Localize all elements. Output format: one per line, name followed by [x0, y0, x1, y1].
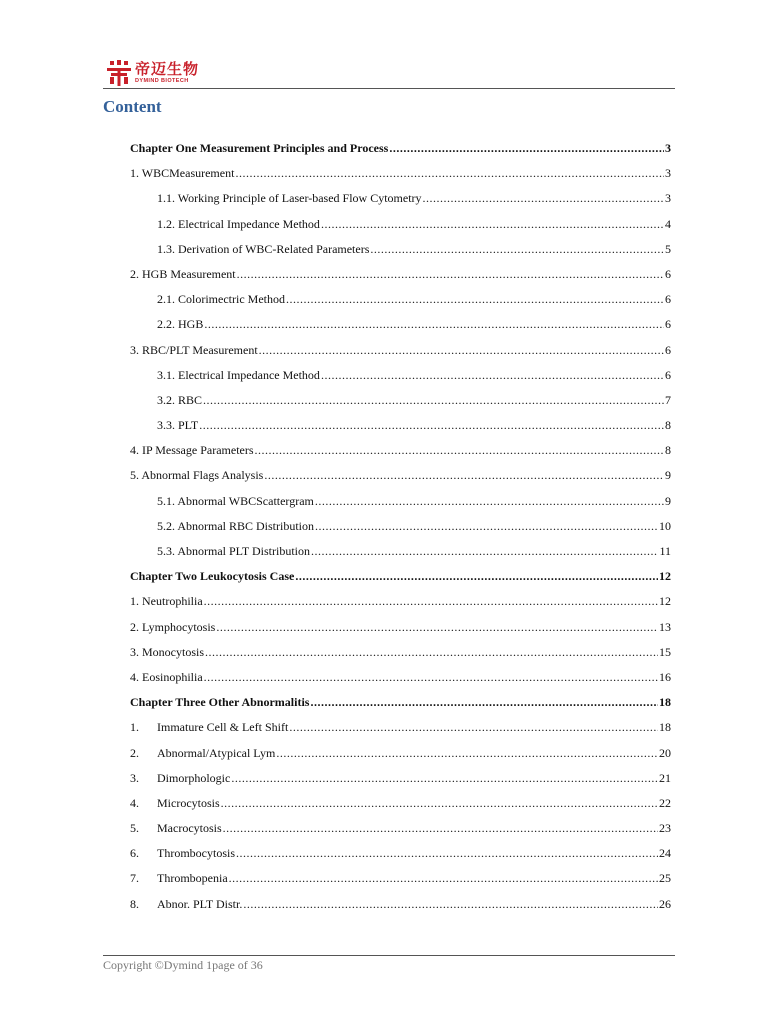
toc-entry[interactable]: [130, 871, 671, 896]
toc-entry[interactable]: [130, 217, 671, 242]
toc-dot-leader: [231, 771, 658, 786]
toc-dot-leader: [236, 846, 658, 861]
footer-copyright: Copyright ©Dymind 1page of 36: [103, 958, 263, 972]
toc-dot-leader: [204, 670, 658, 685]
toc-entry-title: 1.3. Derivation of WBC-Related Parameters: [157, 241, 370, 256]
toc-chapter-entry[interactable]: [130, 141, 671, 166]
toc-entry-title: 2. Lymphocytosis: [130, 619, 216, 634]
toc-page-number: 3: [665, 166, 671, 181]
toc-page-number: 25: [659, 871, 671, 886]
toc-page-number: 18: [659, 695, 671, 710]
toc-page-number: 21: [659, 770, 671, 785]
toc-page-number: 24: [659, 846, 671, 861]
toc-page-number: 12: [659, 594, 671, 609]
toc-entry[interactable]: [130, 771, 671, 796]
toc-dot-leader: [203, 393, 664, 408]
toc-page-number: 22: [659, 795, 671, 810]
toc-entry-number: 4.: [130, 795, 139, 810]
toc-page-number: 12: [659, 569, 671, 584]
toc-page-number: 6: [665, 342, 671, 357]
toc-page-number: 6: [665, 292, 671, 307]
toc-entry-title: 5.1. Abnormal WBCScattergram: [157, 493, 314, 508]
toc-dot-leader: [205, 645, 658, 660]
toc-page-number: 15: [659, 644, 671, 659]
toc-dot-leader: [289, 720, 658, 735]
toc-entry-title: Abnormal/Atypical Lym: [157, 745, 276, 760]
toc-entry[interactable]: [130, 468, 671, 493]
toc-dot-leader: [204, 317, 664, 332]
toc-page-number: 8: [665, 443, 671, 458]
toc-page-number: 16: [659, 669, 671, 684]
toc-entry-title: 3.2. RBC: [157, 392, 203, 407]
toc-dot-leader: [311, 544, 658, 559]
toc-dot-leader: [229, 871, 658, 886]
toc-entry[interactable]: [130, 594, 671, 619]
toc-entry-title: Chapter One Measurement Principles and Process: [130, 141, 389, 155]
toc-page-number: 13: [659, 619, 671, 634]
toc-entry-title: Macrocytosis: [157, 821, 222, 836]
toc-entry[interactable]: [130, 746, 671, 771]
toc-dot-leader: [264, 468, 664, 483]
toc-dot-leader: [235, 166, 664, 181]
toc-entry-title: Chapter Three Other Abnormalitis: [130, 695, 310, 710]
toc-entry-title: 3. RBC/PLT Measurement: [130, 342, 258, 357]
toc-entry-title: 2.2. HGB: [157, 317, 204, 332]
toc-entry[interactable]: [130, 897, 671, 922]
toc-entry-number: 5.: [130, 821, 139, 836]
toc-page-number: 9: [665, 468, 671, 483]
toc-page-number: 23: [659, 821, 671, 836]
toc-dot-leader: [259, 343, 664, 358]
toc-entry-title: Immature Cell & Left Shift: [157, 720, 289, 735]
toc-entry[interactable]: [130, 670, 671, 695]
toc-page-number: 6: [665, 367, 671, 382]
page-header: [103, 58, 675, 90]
toc-dot-leader: [255, 443, 664, 458]
toc-entry-number: 6.: [130, 846, 139, 861]
toc-entry[interactable]: [130, 418, 671, 443]
toc-page-number: 4: [665, 216, 671, 231]
toc-entry[interactable]: [130, 191, 671, 216]
toc-entry-title: 5.3. Abnormal PLT Distribution: [157, 544, 311, 558]
toc-dot-leader: [216, 620, 658, 635]
toc-page-number: 6: [665, 317, 671, 332]
footer-divider: [103, 955, 675, 956]
toc-entry[interactable]: [130, 368, 671, 393]
toc-dot-leader: [315, 494, 664, 509]
toc-entry-title: 3.3. PLT: [157, 418, 199, 433]
toc-page-number: 10: [659, 518, 671, 533]
toc-entry-title: 4. IP Message Parameters: [130, 443, 254, 458]
toc-entry-title: Abnor. PLT Distr.: [157, 896, 243, 911]
toc-dot-leader: [276, 746, 658, 761]
toc-entry-title: 3.1. Electrical Impedance Method: [157, 367, 320, 382]
page-title: Content: [103, 97, 162, 116]
toc-page-number: 26: [659, 896, 671, 911]
company-logo: [107, 60, 199, 86]
toc-page-number: 11: [659, 544, 671, 558]
toc-entry-title: 5.2. Abnormal RBC Distribution: [157, 518, 315, 533]
toc-dot-leader: [295, 569, 658, 584]
toc-entry-title: Chapter Two Leukocytosis Case: [130, 569, 295, 584]
toc-chapter-entry[interactable]: [130, 695, 671, 720]
toc-entry[interactable]: [130, 620, 671, 645]
toc-page-number: 3: [665, 191, 671, 206]
toc-page-number: 7: [665, 392, 671, 407]
toc-entry-number: 2.: [130, 745, 139, 760]
toc-page-number: 3: [665, 141, 671, 155]
toc-entry[interactable]: [130, 720, 671, 745]
toc-entry[interactable]: [130, 544, 671, 569]
toc-entry-title: Dimorphologic: [157, 770, 231, 785]
toc-entry-number: 1.: [130, 720, 139, 735]
toc-page-number: 5: [665, 241, 671, 256]
toc-entry[interactable]: [130, 494, 671, 519]
logo-chinese-name: 帝迈生物: [135, 60, 200, 78]
toc-dot-leader: [315, 519, 658, 534]
toc-entry[interactable]: [130, 343, 671, 368]
toc-entry-title: Thrombopenia: [157, 871, 228, 886]
toc-entry-title: 2.1. Colorimectric Method: [157, 292, 285, 307]
toc-page-number: 8: [665, 418, 671, 433]
toc-page-number: 9: [665, 493, 671, 508]
toc-page-number: 6: [665, 266, 671, 281]
toc-entry[interactable]: [130, 292, 671, 317]
toc-entry-title: 1. WBCMeasurement: [130, 166, 235, 181]
toc-entry[interactable]: [130, 443, 671, 468]
toc-dot-leader: [243, 897, 658, 912]
toc-entry[interactable]: [130, 796, 671, 821]
toc-dot-leader: [423, 191, 664, 206]
toc-entry-title: 1.2. Electrical Impedance Method: [157, 216, 320, 231]
toc-page-number: 18: [659, 720, 671, 735]
toc-entry-number: 7.: [130, 871, 139, 886]
toc-dot-leader: [370, 242, 664, 257]
dymind-logo-icon: [107, 60, 131, 86]
toc-dot-leader: [199, 418, 664, 433]
toc-entry-title: Thrombocytosis: [157, 846, 235, 861]
toc-entry-title: 3. Monocytosis: [130, 644, 205, 659]
toc-dot-leader: [321, 368, 664, 383]
toc-entry[interactable]: [130, 645, 671, 670]
toc-entry-number: 3.: [130, 770, 139, 785]
toc-dot-leader: [286, 292, 664, 307]
toc-dot-leader: [223, 821, 658, 836]
toc-chapter-entry[interactable]: [130, 569, 671, 594]
toc-dot-leader: [389, 141, 664, 156]
table-of-contents: [130, 141, 671, 922]
toc-entry-number: 8.: [130, 896, 139, 911]
toc-entry[interactable]: [130, 242, 671, 267]
toc-entry-title: 2. HGB Measurement: [130, 266, 236, 281]
toc-page-number: 20: [659, 745, 671, 760]
toc-entry[interactable]: [130, 317, 671, 342]
toc-dot-leader: [237, 267, 664, 282]
toc-dot-leader: [204, 594, 658, 609]
toc-entry-title: 4. Eosinophilia: [130, 669, 203, 684]
toc-entry-title: Microcytosis: [157, 795, 220, 810]
toc-entry[interactable]: [130, 519, 671, 544]
toc-entry-title: 1. Neutrophilia: [130, 594, 203, 609]
header-divider: [103, 88, 675, 89]
toc-entry[interactable]: [130, 393, 671, 418]
toc-dot-leader: [321, 217, 664, 232]
toc-entry-title: 5. Abnormal Flags Analysis: [130, 468, 264, 483]
toc-entry-title: 1.1. Working Principle of Laser-based Flow Cytometry: [157, 191, 422, 206]
toc-dot-leader: [221, 796, 658, 811]
toc-entry[interactable]: [130, 166, 671, 191]
logo-english-name: DYMIND BIOTECH: [135, 78, 189, 84]
toc-entry[interactable]: [130, 846, 671, 871]
toc-entry[interactable]: [130, 821, 671, 846]
toc-entry[interactable]: [130, 267, 671, 292]
toc-dot-leader: [310, 695, 658, 710]
